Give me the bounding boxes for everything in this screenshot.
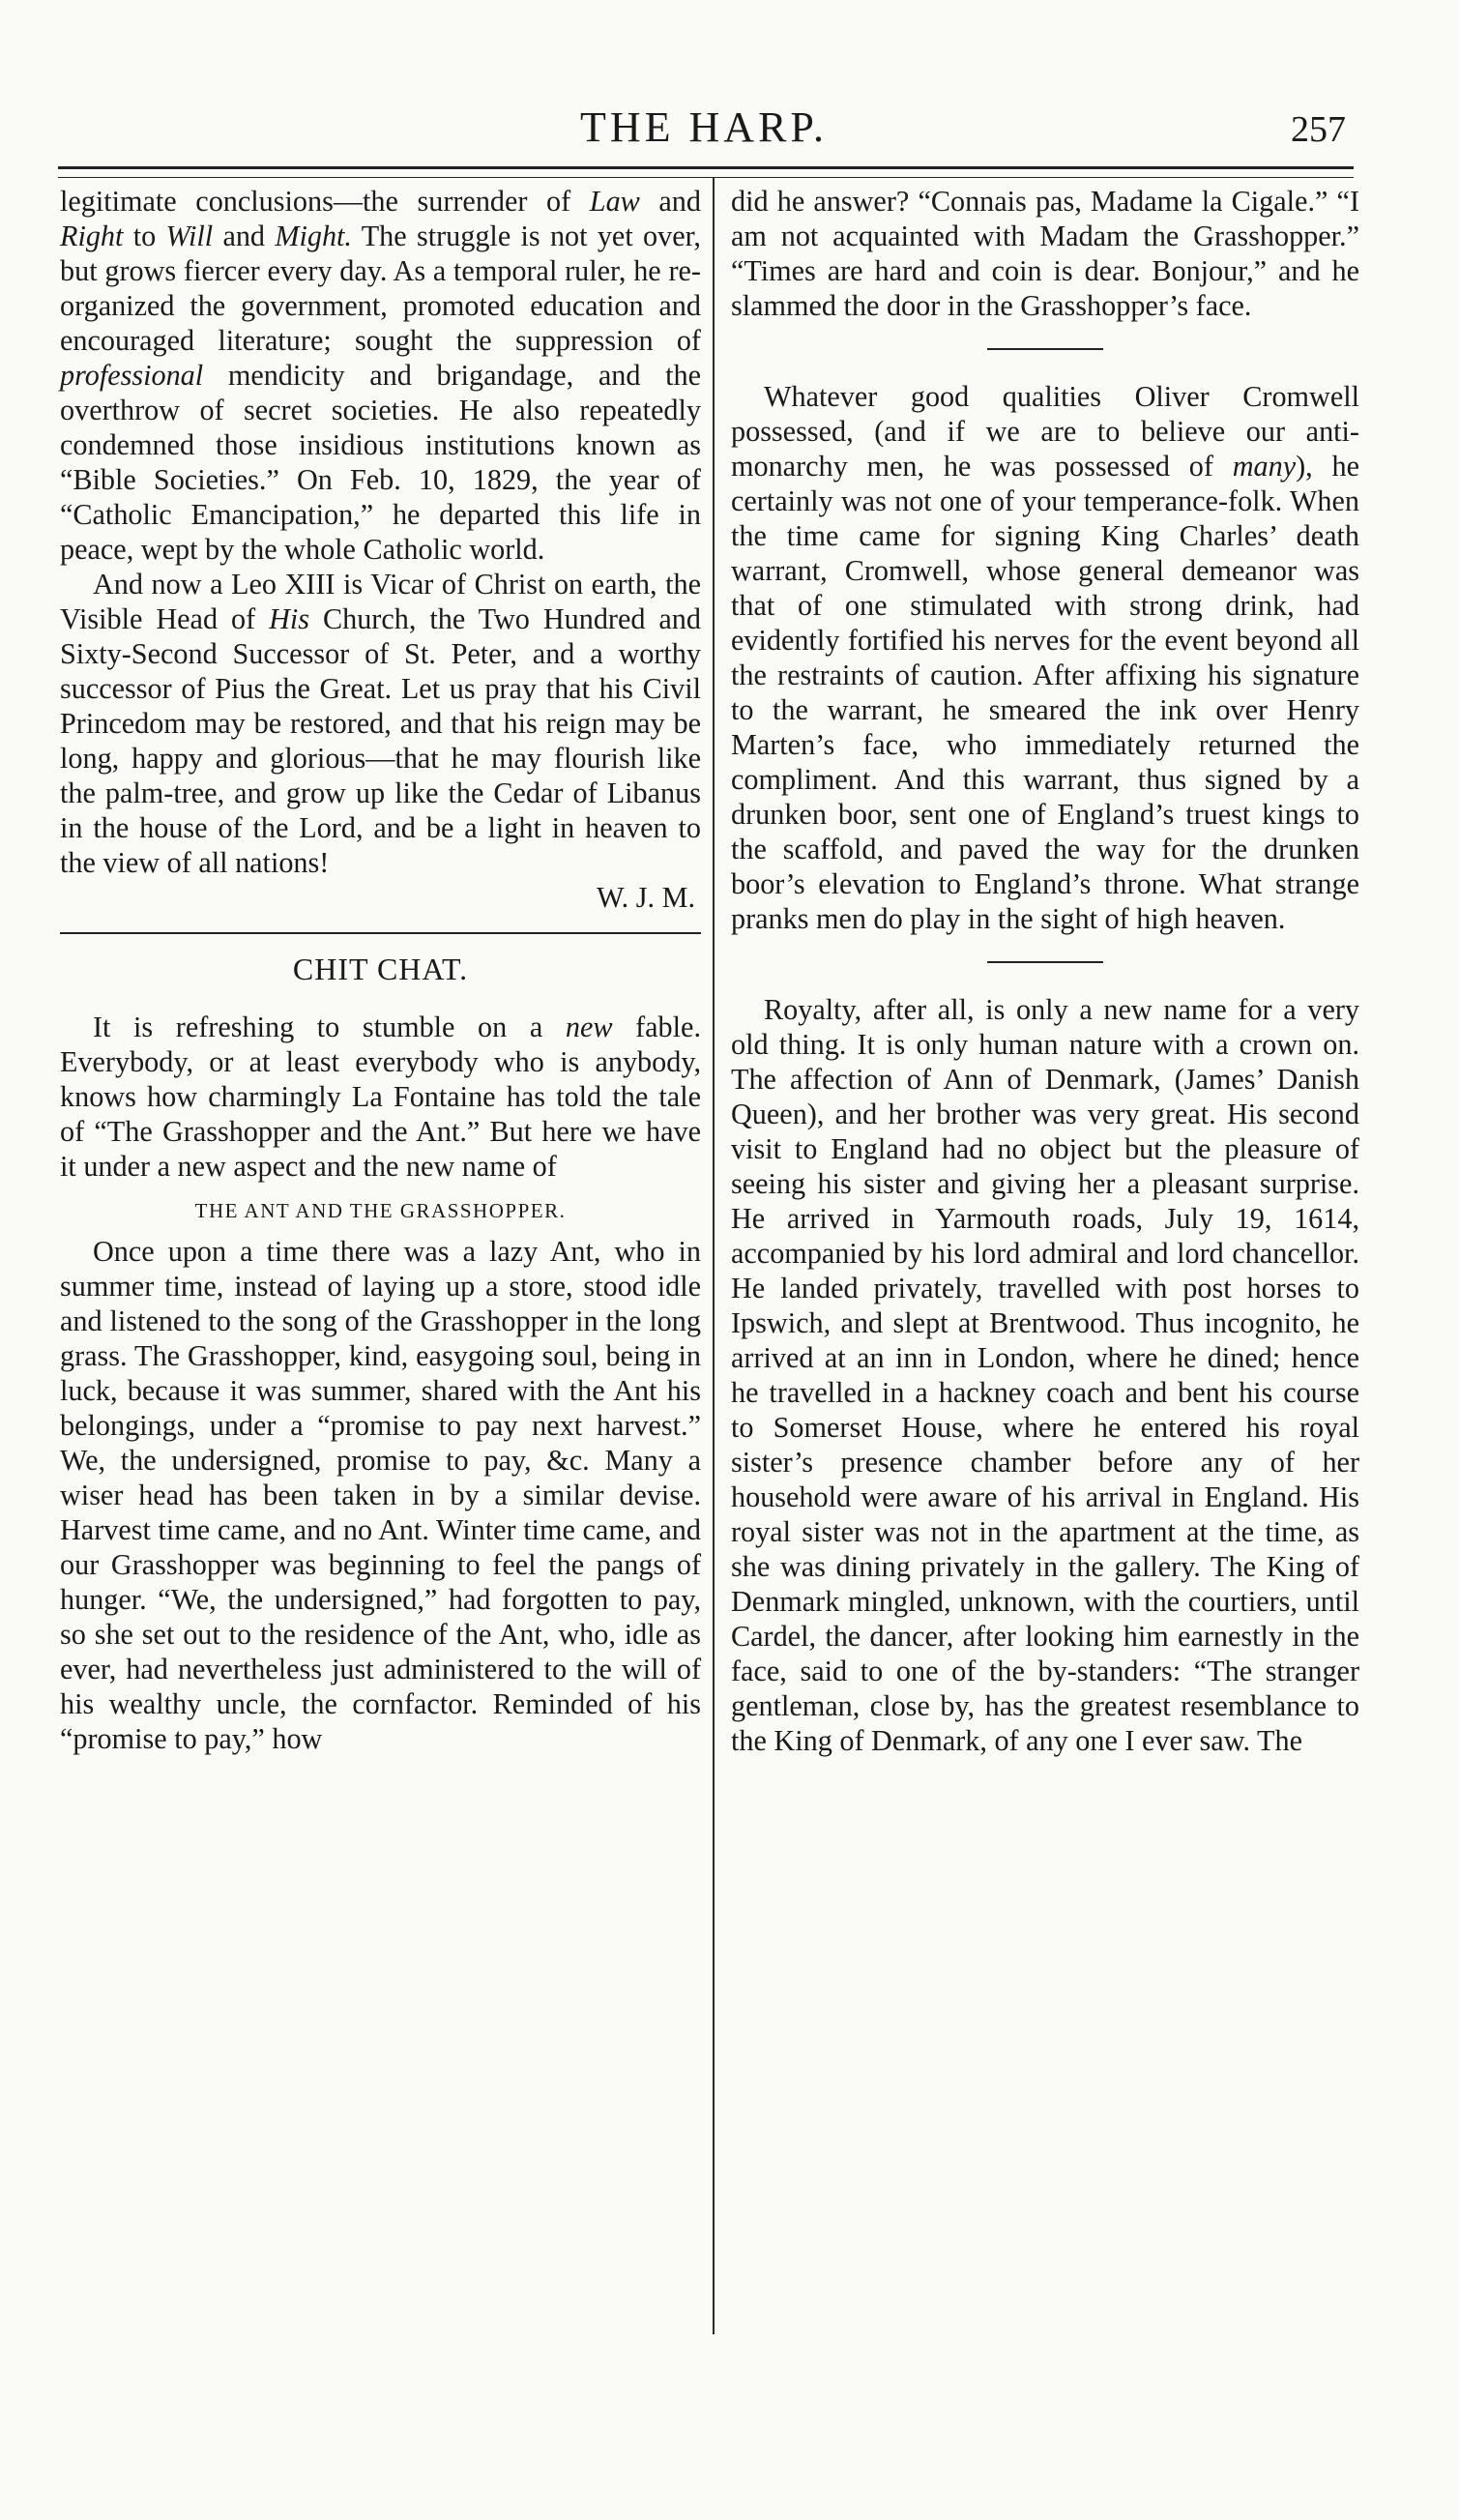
paragraph-rule [987, 961, 1103, 963]
paragraph: legitimate conclusions—the surrender of Law and Right to Will and Might. The struggle is not yet over, but grows fiercer every day. As a temporal ruler, he re-organized the government, promoted education and encouraged literature; sought the suppression of professional mendicity and brigandage, and the overthrow of secret societies. He also repeatedly condemned those insidious institutions known as “Bible Societies.” On Feb. 10, 1829, the year of “Catholic Emancipation,” he departed this life in peace, wept by the whole Catholic world. [60, 185, 701, 566]
paragraph: And now a Leo XIII is Vicar of Christ on earth, the Visible Head of His Church, the Two Hundred and Sixty-Second Successor of St. Peter, and a worthy successor of Pius the Great. Let us pray that his Civil Princedom may be restored, and that his reign may be long, happy and glorious—that he may flourish like the palm-tree, and grow up like the Cedar of Libanus in the house of the Lord, and be a light in heaven to the view of all nations! [60, 568, 701, 879]
paragraph: Whatever good qualities Oliver Cromwell possessed, (and if we are to believe our anti-monarchy men, he was possessed of many), he certainly was not one of your temperance-folk. When the time came for signing King Charles’ death warrant, Cromwell, whose general demeanor was that of one stimulated with strong drink, had evidently fortified his nerves for the event beyond all the restraints of caution. After affixing his signature to the warrant, he smeared the ink over Henry Marten’s face, who immediately returned the compliment. And this warrant, thus signed by a drunken boor, sent one of England’s truest kings to the scaffold, and paved the way for the drunken boor’s elevation to England’s throne. What strange pranks men do play in the sight of high heaven. [731, 380, 1359, 935]
column-divider [713, 178, 715, 2334]
paragraph: did he answer? “Connais pas, Madame la Cigale.” “I am not acquainted with Madam the Grasshopper.” “Times are hard and coin is dear. Bonjour,” and he slammed the door in the Grasshopper’s face. [731, 185, 1359, 322]
fable-title: THE ANT AND THE GRASSHOPPER. [194, 1199, 567, 1222]
paragraph: It is refreshing to stumble on a new fable. Everybody, or at least everybody who is anybody, knows how charmingly La Fontaine has told the tale of “The Grasshopper and the Ant.” But here we have it under a new aspect and the new name of [60, 1011, 701, 1183]
header-rule [58, 166, 1354, 178]
left-column [60, 184, 701, 1756]
paragraph: Once upon a time there was a lazy Ant, who in summer time, instead of laying up a store, stood idle and listened to the song of the Grasshopper in the long grass. The Grasshopper, kind, easygoing soul, being in luck, because it was summer, shared with the Ant his belongings, under a “promise to pay next harvest.” We, the undersigned, promise to pay, &c. Many a wiser head has been taken in by a similar devise. Harvest time came, and no Ant. Winter time came, and our Grasshopper was beginning to feel the pangs of hunger. “We, the undersigned,” had forgotten to pay, so she set out to the residence of the Ant, who, idle as ever, had nevertheless just administered to the will of his wealthy uncle, the cornfactor. Reminded of his “promise to pay,” how [60, 1235, 701, 1755]
right-column [731, 184, 1359, 1758]
paragraph-rule [987, 348, 1103, 350]
author-signature: W. J. M. [596, 881, 695, 914]
section-title: CHIT CHAT. [292, 952, 469, 986]
journal-title: THE HARP. [579, 103, 829, 151]
paragraph: Royalty, after all, is only a new name for a very old thing. It is only human nature with a crown on. The affection of Ann of Denmark, (James’ Danish Queen), and her brother was very great. His second visit to England had no object but the pleasure of seeing his sister and giving her a pleasant surprise. He arrived in Yarmouth roads, July 19, 1614, accompanied by his lord admiral and lord chancellor. He landed privately, travelled with post horses to Ipswich, and slept at Brentwood. Thus incognito, he arrived at an inn in London, where he dined; hence he travelled in a hackney coach and bent his course to Somerset House, where he entered his royal sister’s presence chamber before any of her household were aware of his arrival in England. His royal sister was not in the apartment at the time, as she was dining privately in the gallery. The King of Denmark mingled, unknown, with the courtiers, until Cardel, the dancer, after looking him earnestly in the face, said to one of the by-standers: “The stranger gentleman, close by, has the greatest resemblance to the King of Denmark, of any one I ever saw. The [731, 993, 1359, 1757]
section-rule [60, 932, 701, 934]
running-header [56, 95, 1352, 162]
page-number: 257 [1291, 109, 1346, 150]
